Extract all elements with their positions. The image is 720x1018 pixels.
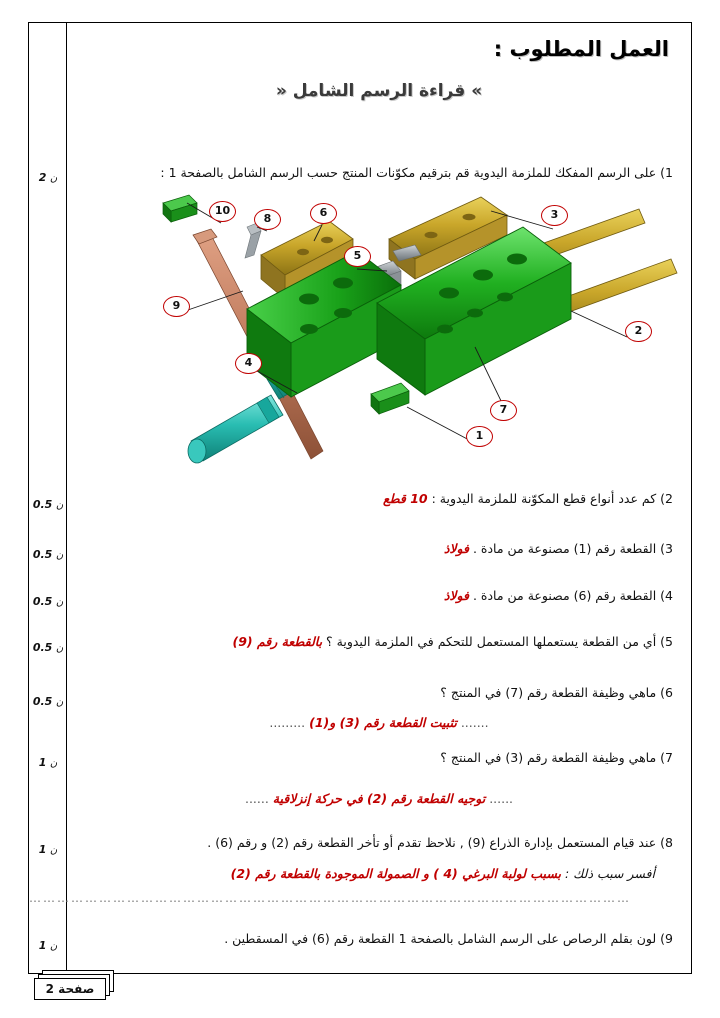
- mark-unit: ن: [49, 173, 58, 184]
- mark-value: 1: [38, 939, 47, 952]
- page-title: العمل المطلوب :: [493, 37, 669, 61]
- mark-cell: [29, 548, 67, 561]
- question-3-answer: فولاذ: [443, 541, 469, 556]
- question-4: [444, 588, 673, 603]
- dots-leading: .......: [460, 715, 489, 730]
- mark-value: 0.5: [32, 548, 53, 561]
- ornament-right-icon: »: [471, 81, 483, 101]
- callout-3: 3: [541, 205, 568, 226]
- part-1-shape: [371, 383, 409, 414]
- mark-cell: [29, 843, 67, 856]
- mark-cell: [29, 171, 67, 184]
- question-3: [444, 541, 673, 556]
- question-8-answer: بسبب لولبة البرغي (4 ) و الصمولة الموجودة بالقطعة رقم (2): [230, 866, 561, 881]
- question-2-answer: 10 قطع: [382, 491, 428, 506]
- question-5-answer: بالقطعة رقم (9): [232, 634, 323, 649]
- mark-unit: ن: [49, 941, 58, 952]
- mark-unit: ن: [49, 845, 58, 856]
- mark-cell: [29, 641, 67, 654]
- subtitle-text: قراءة الرسم الشامل: [292, 81, 466, 101]
- callout-6: 6: [310, 203, 337, 224]
- part-10-shape: [163, 195, 197, 222]
- question-7-answer-line: [67, 791, 691, 806]
- dots-leading: ......: [489, 791, 514, 806]
- callout-2: 2: [625, 321, 652, 342]
- footer-page-label: صفحة 2: [34, 978, 106, 1000]
- mark-cell: [29, 939, 67, 952]
- question-9: 9) لون بقلم الرصاص على الرسم الشامل بالصفحة 1 القطعة رقم (6) في المسقطين .: [224, 931, 673, 946]
- question-3-text: 3) القطعة رقم (1) مصنوعة من مادة .: [472, 541, 673, 556]
- question-7-answer: توجيه القطعة رقم (2) في حركة إنزلاقية: [272, 791, 486, 806]
- part-8-shape: [245, 223, 261, 258]
- mark-value: 1: [38, 756, 47, 769]
- mark-unit: ن: [55, 500, 64, 511]
- dots-trailing: .........: [269, 715, 306, 730]
- marks-column: [29, 23, 67, 973]
- question-4-text: 4) القطعة رقم (6) مصنوعة من مادة .: [472, 588, 673, 603]
- callout-9: 9: [163, 296, 190, 317]
- question-8-prompt: أفسر سبب ذلك :: [564, 866, 655, 881]
- callout-10: 10: [209, 201, 236, 222]
- callout-5: 5: [344, 246, 371, 267]
- mark-cell: [29, 756, 67, 769]
- mark-unit: ن: [49, 758, 58, 769]
- question-6: 6) ماهي وظيفة القطعة رقم (7) في المنتج ؟: [440, 685, 673, 700]
- exam-page: [28, 22, 692, 974]
- question-5-text: 5) أي من القطعة يستعملها المستعمل للتحكم في الملزمة اليدوية ؟: [326, 634, 673, 649]
- question-4-answer: فولاذ: [443, 588, 469, 603]
- mark-value: 0.5: [32, 595, 53, 608]
- assembly-svg: [71, 151, 683, 481]
- mark-unit: ن: [55, 643, 64, 654]
- question-8: 8) عند قيام المستعمل بإدارة الذراع (9) , نلاحظ تقدم أو تأخر القطعة رقم (2) و رقم (6) .: [207, 835, 673, 850]
- mark-value: 1: [38, 843, 47, 856]
- question-2-text: 2) كم عدد أنواع قطع المكوّنة للملزمة اليدوية :: [431, 491, 673, 506]
- question-1: 1) على الرسم المفكك للملزمة اليدوية قم بترقيم مكوّنات المنتج حسب الرسم الشامل بالصفحة 1 :: [160, 165, 673, 180]
- callout-7: 7: [490, 400, 517, 421]
- question-6-answer-line: [67, 715, 691, 730]
- callout-8: 8: [254, 209, 281, 230]
- question-6-answer: تثبيت القطعة رقم (3) و(1): [309, 715, 457, 730]
- ornament-left-icon: «: [275, 81, 287, 101]
- mark-unit: ن: [55, 550, 64, 561]
- page-footer-tab: [34, 970, 118, 1000]
- mark-cell: [29, 695, 67, 708]
- mark-cell: [29, 595, 67, 608]
- section-subtitle: [67, 81, 691, 101]
- dots-trailing: ......: [244, 791, 269, 806]
- question-2: [383, 491, 673, 506]
- question-5: [232, 634, 673, 649]
- callout-4: 4: [235, 353, 262, 374]
- mark-value: 0.5: [32, 695, 53, 708]
- mark-unit: ن: [55, 697, 64, 708]
- mark-value: 0.5: [32, 641, 53, 654]
- mark-cell: [29, 498, 67, 511]
- mark-value: 2: [38, 171, 47, 184]
- mark-value: 0.5: [32, 498, 53, 511]
- exploded-assembly-drawing: [71, 151, 683, 481]
- callout-1: 1: [466, 426, 493, 447]
- question-8-answer-line: [231, 866, 655, 881]
- question-7: 7) ماهي وظيفة القطعة رقم (3) في المنتج ؟: [440, 750, 673, 765]
- question-8-blank-line: …………………………………………………………………………………………………………………: [29, 891, 631, 905]
- mark-unit: ن: [55, 597, 64, 608]
